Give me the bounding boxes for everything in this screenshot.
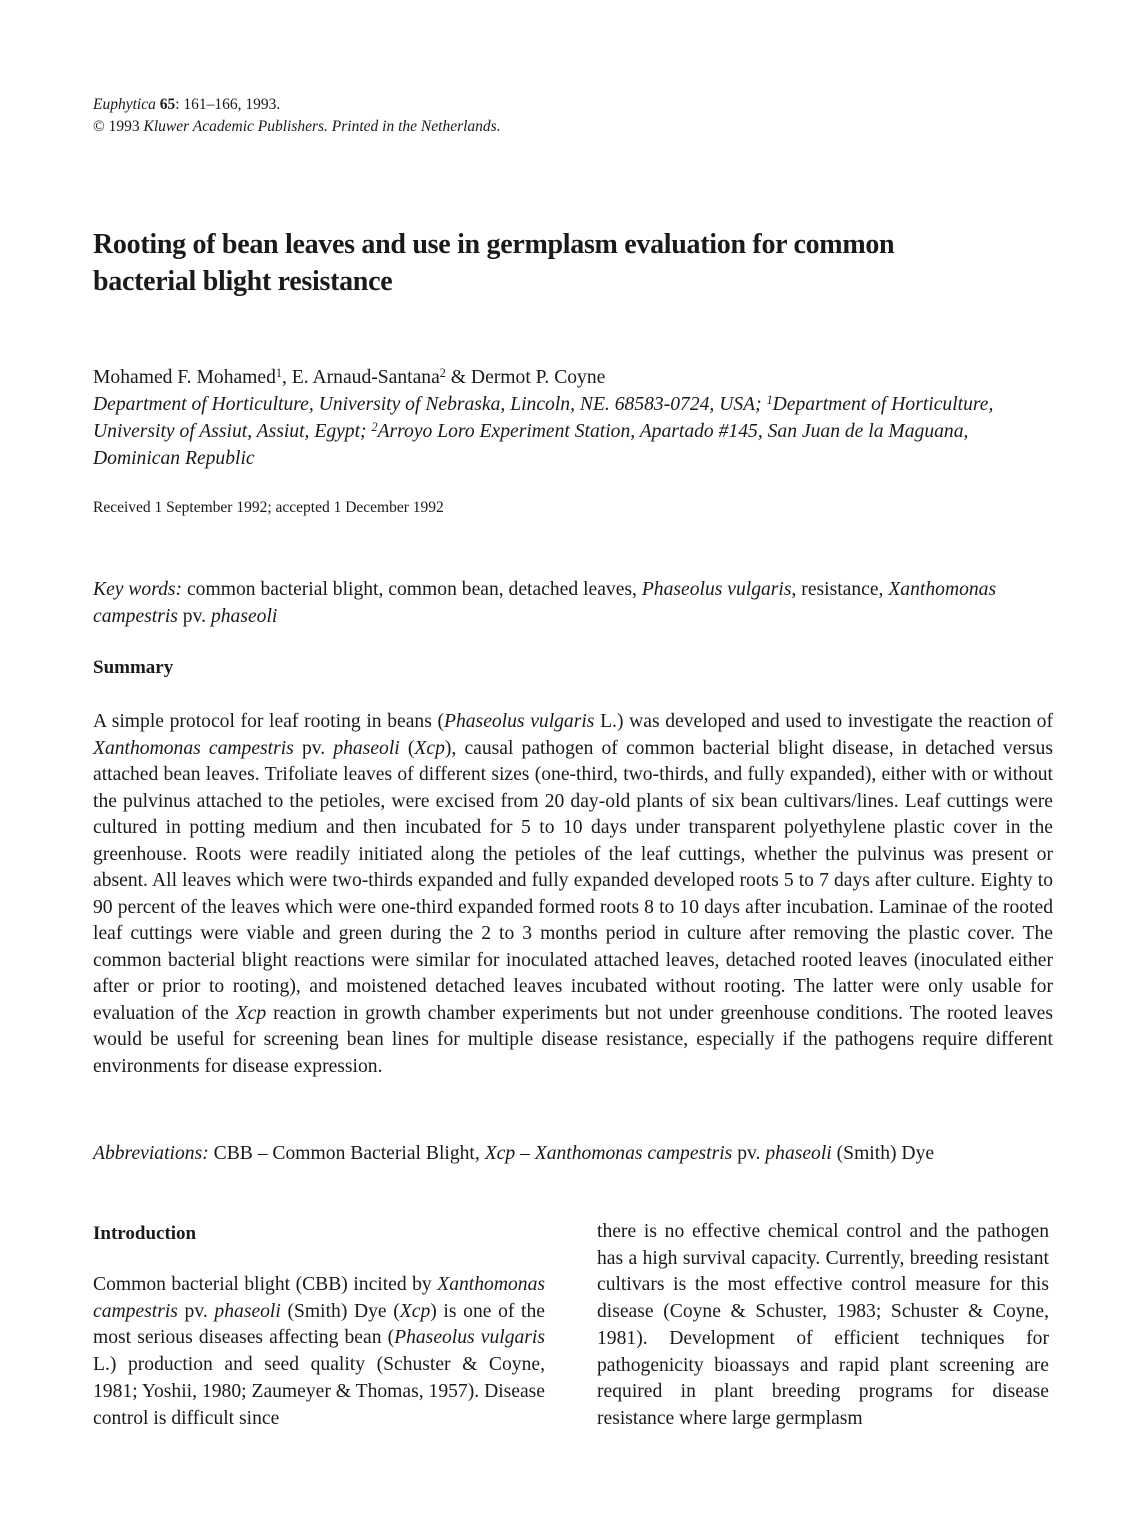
affiliations	[93, 391, 1053, 472]
abbreviations-label: Abbreviations:	[93, 1143, 209, 1164]
author-1-affil-mark: 1	[275, 365, 282, 380]
summary-text: pv.	[293, 737, 334, 759]
keywords-text: , resistance,	[791, 579, 889, 600]
intro-text: (Smith) Dye (	[280, 1300, 400, 1322]
affiliation-1-mark: 1	[766, 392, 773, 407]
affiliation-2: Arroyo Loro Experiment Station, Apartado #145, San Juan de la Maguana, Dominican Republic	[93, 421, 969, 469]
summary-text: A simple protocol for leaf rooting in beans (	[93, 711, 444, 732]
affiliation-2-mark: 2	[371, 419, 378, 434]
summary-paragraph	[93, 709, 1053, 1080]
summary-text: Phaseolus vulgaris	[444, 711, 595, 732]
affiliation-1: Department of Horticulture, University of Assiut, Assiut, Egypt;	[93, 394, 994, 442]
keywords-label: Key words:	[93, 579, 183, 600]
summary-text: Xcp	[414, 737, 445, 759]
journal-volume: 65	[159, 96, 176, 113]
journal-copyright-line	[93, 116, 501, 138]
abbreviations-text: phaseoli	[765, 1143, 832, 1164]
introduction-left-column	[93, 1272, 545, 1432]
intro-text: Xcp	[399, 1300, 431, 1322]
summary-text: ), causal pathogen of common bacterial blight disease, in detached versus attached bean leaves. Trifoliate leaves of different sizes (one-third, two-thirds, and fully expanded), either with or without the pulvinus attached to the petioles, were excised from 20 day-old plants of six bean cultivars/lines. Leaf cuttings were cultured in potting medium and then incubated for 5 to 10 days under transparent polyethylene plastic cover in the greenhouse. Roots were readily initiated along the petioles of the leaf cuttings, whether the pulvinus was present or absent. All leaves which were two-thirds expanded and fully expanded developed roots 5 to 7 days after culture. Eighty to 90 percent of the leaves which were one-third expanded formed roots 8 to 10 days after incubation. Laminae of the rooted leaf cuttings were viable and green during the 2 to 3 months period in culture after removing the plastic cover. The common bacterial blight reactions were similar for inoculated attached leaves, detached rooted leaves (inoculated either after or prior to rooting), and moistened detached leaves incubated without rooting. The latter were only usable for evaluation of the	[93, 737, 1053, 1024]
publisher-note: Kluwer Academic Publishers. Printed in the Netherlands.	[143, 118, 501, 135]
affiliation-main: Department of Horticulture, University of Nebraska, Lincoln, NE. 68583-0724, USA;	[93, 394, 767, 415]
author-3: Dermot P. Coyne	[470, 367, 606, 388]
abbreviations-text: pv.	[732, 1143, 766, 1164]
keywords-text: Phaseolus vulgaris	[641, 579, 792, 600]
keywords-text: common bacterial blight, common bean, detached leaves,	[182, 579, 642, 600]
intro-text: phaseoli	[214, 1300, 281, 1322]
intro-text: L.) production and seed quality (Schuster & Coyne, 1981; Yoshii, 1980; Zaumeyer & Thomas, 1957). Disease control is difficult since	[93, 1354, 545, 1429]
author-separator: &	[445, 367, 471, 388]
keywords	[93, 576, 1053, 630]
authors-block	[93, 364, 1053, 472]
abbreviations-text: Xcp – Xanthomonas campestris	[484, 1143, 733, 1164]
paper-title: Rooting of bean leaves and use in germplasm evaluation for common bacterial blight resistance	[93, 229, 895, 297]
summary-text: (	[399, 737, 415, 759]
author-1: Mohamed F. Mohamed	[93, 367, 276, 388]
summary-heading: Summary	[93, 657, 174, 678]
journal-citation	[93, 94, 501, 138]
abbreviations	[93, 1140, 1053, 1167]
summary-text: reaction in growth chamber experiments but not under greenhouse conditions. The rooted leaves would be useful for screening bean lines for multiple disease resistance, especially if the pathogens require different environments for disease expression.	[93, 1002, 1053, 1077]
summary-text: L.) was developed and used to investigate the reaction of	[594, 711, 1053, 732]
summary-text: Xanthomonas campestris	[93, 737, 294, 759]
intro-text: Phaseolus vulgaris	[394, 1327, 546, 1349]
intro-text: pv.	[177, 1300, 215, 1322]
journal-reference-line	[93, 94, 501, 116]
introduction-heading: Introduction	[93, 1223, 197, 1244]
copyright-year: © 1993	[93, 118, 140, 135]
author-names	[93, 364, 1053, 391]
author-2: E. Arnaud-Santana	[291, 367, 440, 388]
abbreviations-text: (Smith) Dye	[831, 1143, 935, 1164]
keywords-text: pv.	[177, 606, 211, 627]
received-dates: Received 1 September 1992; accepted 1 December 1992	[93, 499, 444, 516]
author-separator: ,	[282, 367, 292, 388]
journal-pages-year: : 161–166, 1993.	[175, 96, 281, 113]
abbreviations-text: CBB – Common Bacterial Blight,	[208, 1143, 485, 1164]
keywords-text: phaseoli	[210, 606, 278, 627]
journal-name: Euphytica	[93, 96, 156, 113]
keywords-text: Xanthomonas campestris	[93, 579, 997, 627]
intro-text: Xanthomonas campestris	[93, 1274, 545, 1322]
intro-text: ) is one of the most serious diseases affecting bean (	[93, 1300, 545, 1349]
introduction-right-column: there is no effective chemical control and the pathogen has a high survival capacity. Currently, breeding resistant cultivars is the most effective control measure for this disease (Coyne & Schuster, 1983; Schuster & Coyne, 1981). Development of efficient techniques for pathogenicity bioassays and rapid plant screening are required in plant breeding programs for disease resistance where large germplasm	[597, 1221, 1049, 1429]
summary-text: phaseoli	[333, 737, 400, 759]
author-2-affil-mark: 2	[439, 365, 446, 380]
intro-text: Common bacterial blight (CBB) incited by	[93, 1274, 438, 1295]
summary-text: Xcp	[235, 1002, 267, 1024]
